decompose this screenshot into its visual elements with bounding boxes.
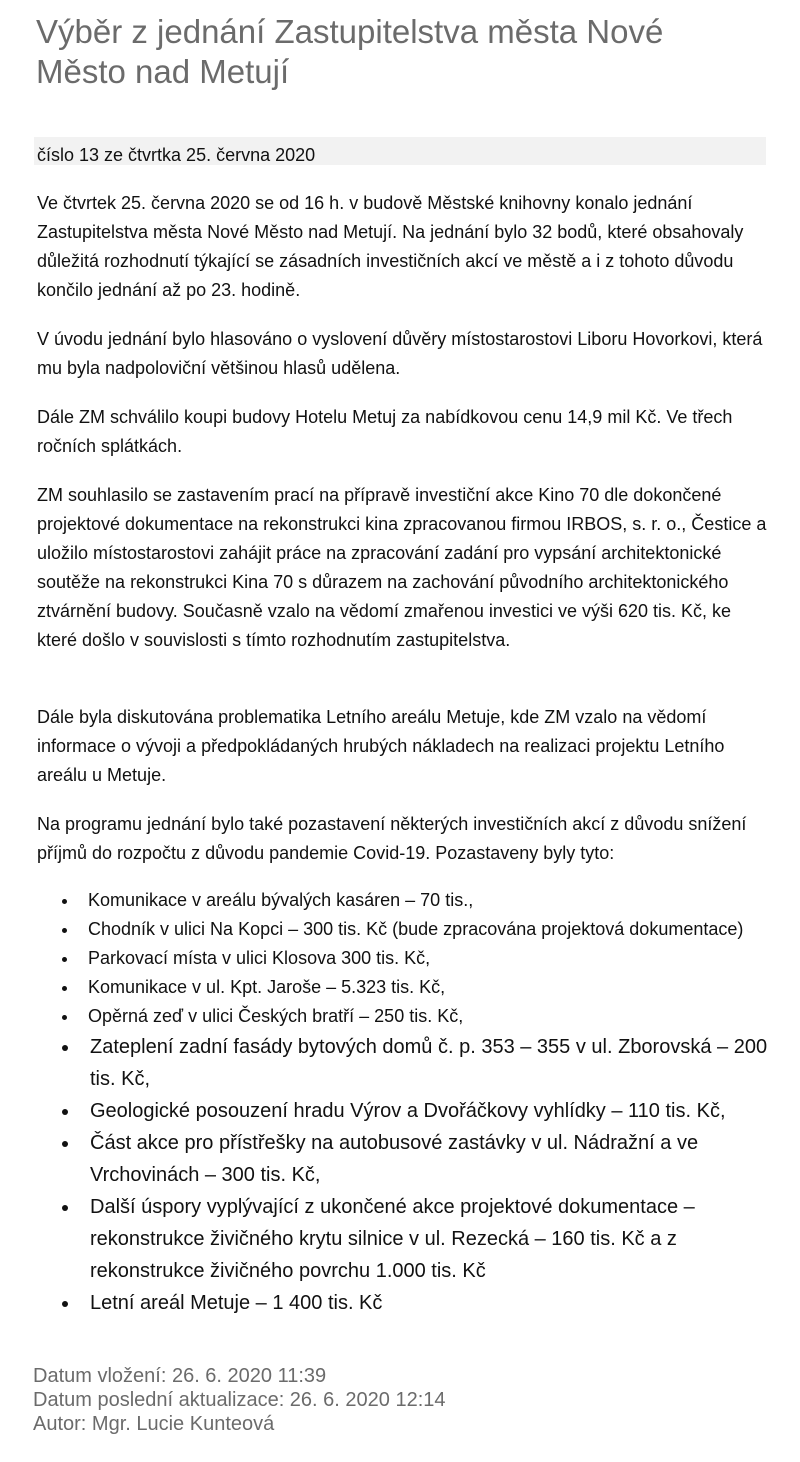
list-item — [0, 1287, 768, 1319]
list-item-text: Komunikace v ul. Kpt. Jaroše – 5.323 tis. Kč, — [88, 977, 446, 997]
bullet-icon — [62, 986, 67, 991]
list-item-text: Chodník v ulici Na Kopci – 300 tis. Kč (bude zpracována projektová dokumentace) — [88, 919, 744, 939]
article-meta — [33, 1364, 446, 1436]
list-item — [0, 1002, 768, 1031]
list-item-text: Další úspory vyplývající z ukončené akce projektové dokumentace – rekonstrukce živičného krytu silnice v ul. Rezecká – 160 tis. Kč a z rekonstrukce živičného povrchu 1.000 tis. Kč — [90, 1196, 695, 1282]
list-item — [0, 1095, 768, 1127]
list-item-text: Část akce pro přístřešky na autobusové zastávky v ul. Nádražní a ve Vrchovinách – 300 tis. Kč, — [90, 1132, 699, 1186]
bullet-icon — [62, 1141, 68, 1147]
list-item — [0, 944, 768, 973]
list-item — [0, 915, 768, 944]
bullet-icon — [62, 1205, 68, 1211]
posted-date: Datum vložení: 26. 6. 2020 11:39 — [33, 1365, 327, 1387]
list-item — [0, 1031, 768, 1095]
list-item-text: Geologické posouzení hradu Výrov a Dvořáčkovy vyhlídky – 110 tis. Kč, — [90, 1100, 726, 1122]
paragraph-meeting-intro: Ve čtvrtek 25. června 2020 se od 16 h. v budově Městské knihovny konalo jednání Zastupitelstva města Nové Město nad Metují. Na jednání bylo 32 bodů, které obsahovaly důležitá rozhodnutí týkající se zásadních investičních akcí ve městě a i z tohoto důvodu končilo jednání až po 23. hodině. — [37, 193, 744, 300]
list-item — [0, 1191, 768, 1287]
updated-date: Datum poslední aktualizace: 26. 6. 2020 12:14 — [33, 1389, 446, 1411]
bullet-icon — [62, 928, 67, 933]
author: Autor: Mgr. Lucie Kunteová — [33, 1413, 275, 1435]
bullet-icon — [62, 1109, 68, 1115]
bullet-icon — [62, 1045, 68, 1051]
list-item-text: Zateplení zadní fasády bytových domů č. p. 353 – 355 v ul. Zborovská – 200 tis. Kč, — [90, 1036, 768, 1090]
list-item-text: Opěrná zeď v ulici Českých bratří – 250 tis. Kč, — [88, 1006, 464, 1026]
issue-bar: číslo 13 ze čtvrtka 25. června 2020 — [34, 137, 766, 165]
article-title: Výběr z jednání Zastupitelstva města Nové Město nad Metují — [36, 13, 664, 90]
bullet-icon — [62, 1301, 68, 1307]
paragraph-suspended-intro: Na programu jednání bylo také pozastavení některých investičních akcí z důvodu snížení příjmů do rozpočtu z důvodu pandemie Covid-19. Pozastaveny byly tyto: — [37, 814, 747, 863]
list-item-text: Parkovací místa v ulici Klosova 300 tis. Kč, — [88, 948, 431, 968]
paragraph-hotel-purchase: Dále ZM schválilo koupi budovy Hotelu Metuj za nabídkovou cenu 14,9 mil Kč. Ve třech ročních splátkách. — [37, 407, 733, 456]
suspended-projects-list — [0, 886, 800, 1319]
bullet-icon — [62, 1015, 67, 1020]
list-item — [0, 1127, 768, 1191]
bullet-icon — [62, 899, 67, 904]
bullet-icon — [62, 957, 67, 962]
paragraph-confidence-vote: V úvodu jednání bylo hlasováno o vyslovení důvěry místostarostovi Liboru Hovorkovi, která mu byla nadpoloviční většinou hlasů udělena. — [37, 329, 763, 378]
list-item — [0, 973, 768, 1002]
paragraph-kino-70: ZM souhlasilo se zastavením prací na přípravě investiční akce Kino 70 dle dokončené projektové dokumentace na rekonstrukci kina zpracovanou firmou IRBOS, s. r. o., Čestice a uložilo místostarostovi zahájit práce na zpracování zadání pro vypsání architektonické soutěže na rekonstrukci Kina 70 s důrazem na zachování původního architektonického ztvárnění budovy. Současně vzalo na vědomí zmařenou investici ve výši 620 tis. Kč, ke které došlo v souvislosti s tímto rozhodnutím zastupitelstva. — [37, 485, 767, 650]
list-item-text: Letní areál Metuje – 1 400 tis. Kč — [90, 1292, 383, 1314]
paragraph-summer-area: Dále byla diskutována problematika Letního areálu Metuje, kde ZM vzalo na vědomí informace o vývoji a předpokládaných hrubých nákladech na realizaci projektu Letního areálu u Metuje. — [37, 707, 725, 785]
list-item — [0, 886, 768, 915]
list-item-text: Komunikace v areálu bývalých kasáren – 70 tis., — [88, 890, 474, 910]
